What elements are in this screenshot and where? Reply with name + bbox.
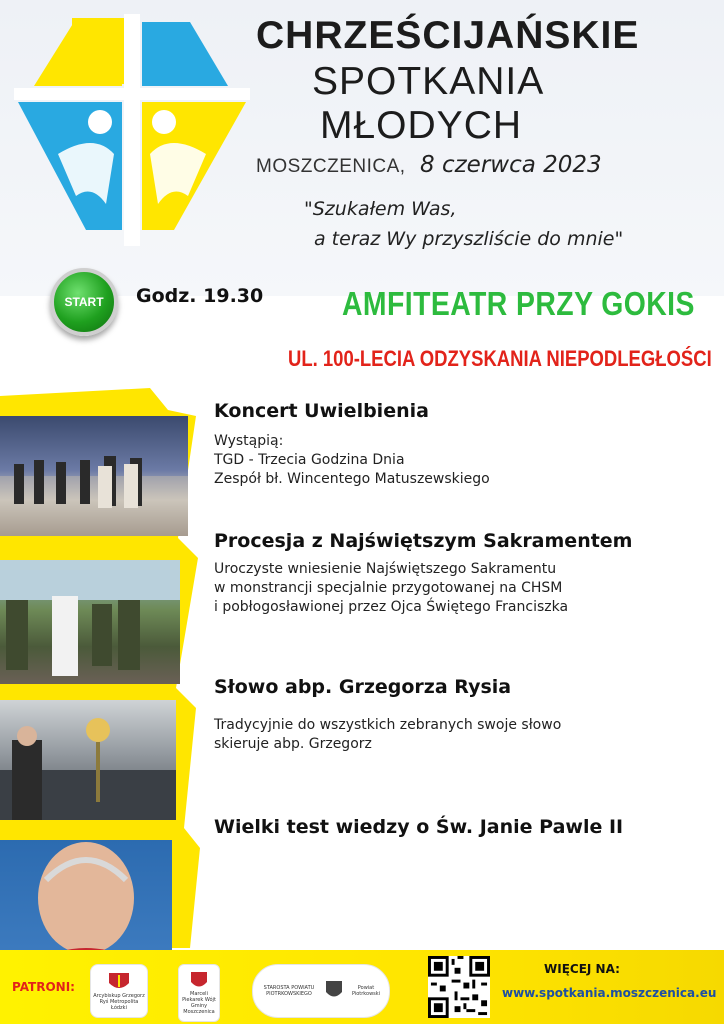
concert-line: Wystąpią: — [214, 433, 284, 449]
title-line-2: SPOTKANIA — [312, 60, 545, 103]
start-label: START — [64, 295, 104, 309]
more-info-label: WIĘCEJ NA: — [544, 962, 620, 976]
concert-line: Zespół bł. Wincentego Matuszewskiego — [214, 471, 490, 487]
title-line-1: CHRZEŚCIJAŃSKIE — [256, 14, 640, 57]
patron-2-label: Marceli Piekarek Wójt Gminy Moszczenica — [182, 991, 216, 1015]
concert-line: TGD - Trzecia Godzina Dnia — [214, 452, 405, 468]
section-title-archbishop: Słowo abp. Grzegorza Rysia — [214, 676, 512, 698]
venue-street: UL. 100-LECIA ODZYSKANIA NIEPODLEGŁOŚCI — [288, 346, 712, 371]
photo-archbishop — [0, 700, 176, 820]
powiat-crest-icon — [325, 980, 343, 1002]
patrons-label: PATRONI: — [12, 980, 75, 994]
procession-line: w monstrancji specjalnie przygotowanej na CHSM — [214, 580, 563, 596]
gmina-crest-icon — [190, 971, 208, 991]
patron-3b-label: Powiat Piotrkowski — [351, 985, 381, 997]
title-line-3: MŁODYCH — [320, 104, 523, 147]
section-text-procession — [214, 560, 568, 617]
venue-name: AMFITEATR PRZY GOKIS — [342, 285, 695, 322]
patron-1-label: Arcybiskup Grzegorz Ryś Metropolita Łódzki — [93, 993, 145, 1011]
section-text-archbishop — [214, 716, 561, 754]
coat-of-arms-icon — [106, 971, 132, 993]
patron-starosta-logo — [252, 964, 390, 1018]
section-title-concert: Koncert Uwielbienia — [214, 400, 429, 422]
start-badge — [50, 268, 118, 336]
procession-line: i pobłogosławionej przez Ojca Świętego Franciszka — [214, 599, 569, 615]
event-place: MOSZCZENICA, — [256, 156, 406, 177]
patron-3a-label: STAROSTA POWIATU PIOTRKOWSKIEGO — [263, 985, 315, 997]
archbishop-line: Tradycyjnie do wszystkich zebranych swoje słowo — [214, 717, 562, 733]
quote-line-2: a teraz Wy przyszliście do mnie" — [314, 228, 624, 250]
procession-line: Uroczyste wniesienie Najświętszego Sakramentu — [214, 561, 557, 577]
website-link[interactable]: www.spotkania.moszczenica.eu — [502, 986, 717, 1000]
photo-procession — [0, 560, 180, 684]
photo-john-paul-ii — [0, 840, 172, 964]
section-title-procession: Procesja z Najświętszym Sakramentem — [214, 530, 633, 552]
section-title-quiz: Wielki test wiedzy o Św. Janie Pawle II — [214, 816, 624, 838]
section-text-concert — [214, 432, 490, 489]
patron-mayor-logo — [178, 964, 220, 1022]
event-logo — [14, 14, 250, 246]
archbishop-line: skieruje abp. Grzegorz — [214, 736, 372, 752]
event-date: 8 czerwca 2023 — [420, 152, 602, 178]
patron-archbishop-logo — [90, 964, 148, 1018]
photo-concert — [0, 416, 188, 536]
start-time: Godz. 19.30 — [136, 285, 264, 307]
quote-line-1: "Szukałem Was, — [304, 198, 457, 220]
qr-code-icon[interactable] — [428, 956, 490, 1018]
